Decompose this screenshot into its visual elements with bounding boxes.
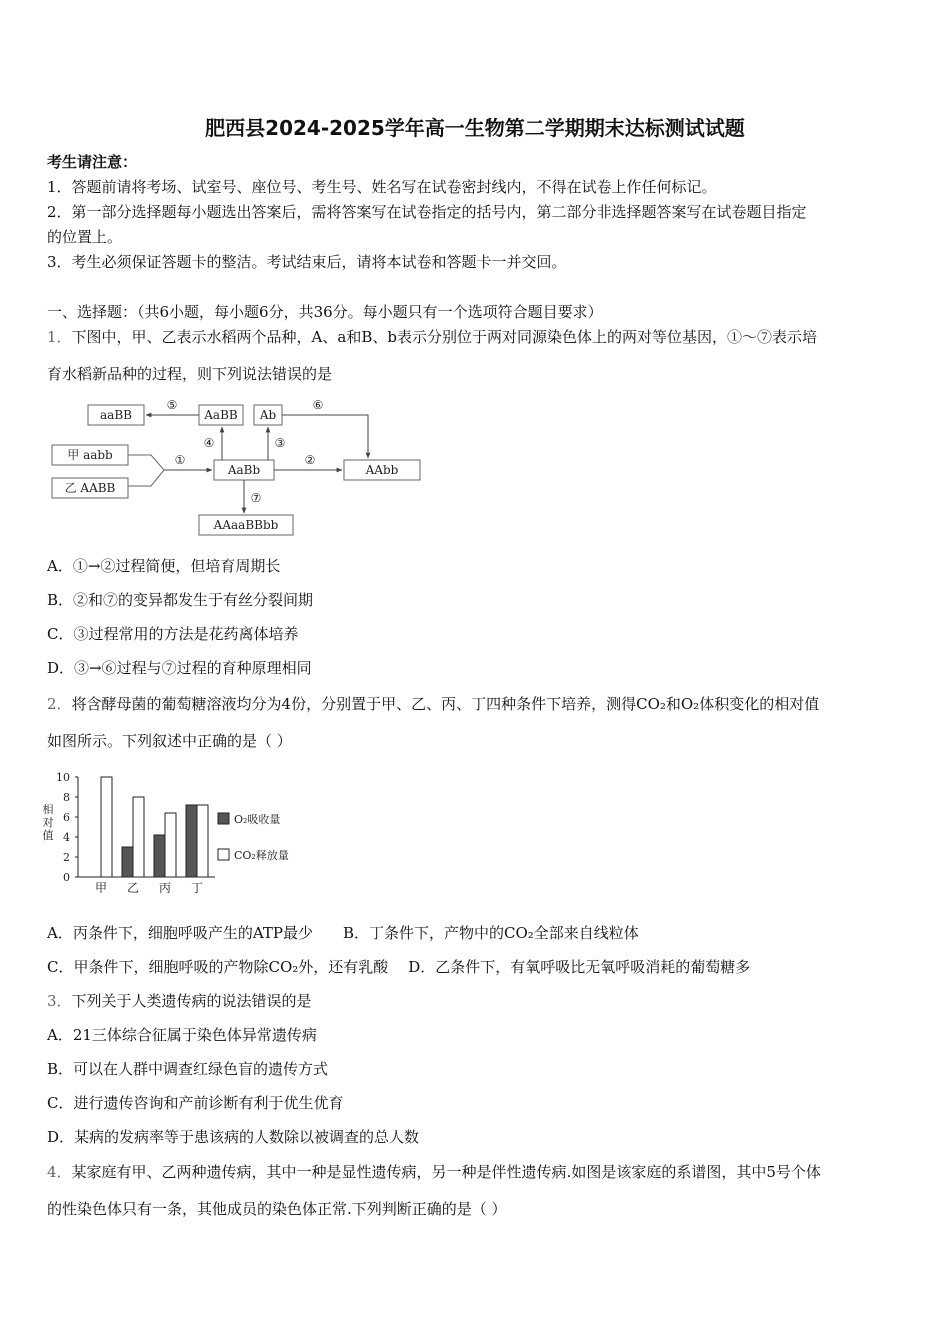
question-number: 1． xyxy=(47,328,72,346)
breeding-diagram xyxy=(46,395,426,540)
question-number: 3． xyxy=(47,992,72,1010)
bar xyxy=(186,805,197,877)
bar xyxy=(101,777,112,877)
question-2-line: 如图所示。下列叙述中正确的是（ ） xyxy=(47,732,292,750)
step-7: ⑦ xyxy=(250,491,262,505)
y-tick-label: 6 xyxy=(63,811,70,824)
question-text: 下图中，甲、乙表示水稻两个品种，A、a和B、b表示分别位于两对同源染色体上的两对等位基因，①～⑦表示培 xyxy=(71,328,817,346)
question-4-line: 的性染色体只有一条，其他成员的染色体正常.下列判断正确的是（ ） xyxy=(47,1200,507,1218)
notice-heading: 考生请注意： xyxy=(47,153,138,171)
legend-swatch xyxy=(218,813,229,824)
question-text: 某家庭有甲、乙两种遗传病，其中一种是显性遗传病，另一种是伴性遗传病.如图是该家庭的系谱图，其中5号个体 xyxy=(71,1163,821,1181)
x-tick-label: 甲 xyxy=(94,881,108,895)
label-Ab: Ab xyxy=(259,408,277,422)
option-a: A．①→②过程简便，但培育周期长 xyxy=(47,557,281,575)
option-c: C．甲条件下，细胞呼吸的产物除CO₂外，还有乳酸 xyxy=(47,958,389,976)
legend-label: CO₂释放量 xyxy=(234,849,289,862)
step-3: ③ xyxy=(274,436,286,450)
option-b: B．丁条件下，产物中的CO₂全部来自线粒体 xyxy=(342,924,639,942)
option-b: B．可以在人群中调查红绿色盲的遗传方式 xyxy=(47,1060,329,1078)
legend-label: O₂吸收量 xyxy=(234,813,281,826)
y-tick-label: 4 xyxy=(63,831,70,844)
question-text: 下列关于人类遗传病的说法错误的是 xyxy=(71,992,312,1010)
question-1-line: 育水稻新品种的过程，则下列说法错误的是 xyxy=(47,365,333,383)
q2-options-row-2 xyxy=(47,957,750,977)
y-tick-label: 0 xyxy=(63,871,70,884)
page-title: 肥西县2024-2025学年高一生物第二学期期末达标测试试题 xyxy=(205,116,745,140)
label-AaBb: AaBb xyxy=(227,463,261,477)
question-text: 将含酵母菌的葡萄糖溶液均分为4份，分别置于甲、乙、丙、丁四种条件下培养，测得CO₂和O₂体积变化的相对值 xyxy=(71,695,820,713)
section-heading: 一、选择题：（共6小题，每小题6分，共36分。每小题只有一个选项符合题目要求） xyxy=(47,303,603,321)
y-axis-label: 值 xyxy=(42,829,54,842)
step-5: ⑤ xyxy=(166,398,178,412)
bar xyxy=(122,847,133,877)
q2-options-row-1 xyxy=(47,923,639,943)
step-1: ① xyxy=(174,453,186,467)
bar xyxy=(165,813,176,877)
question-2-line xyxy=(47,694,819,714)
y-tick-label: 2 xyxy=(63,851,70,864)
label-jia: 甲 aabb xyxy=(67,448,113,462)
option-a: A．丙条件下，细胞呼吸产生的ATP最少 xyxy=(47,924,313,942)
notice-item: 2．第一部分选择题每小题选出答案后，需将答案写在试卷指定的括号内，第二部分非选择题答案写在试卷题目指定 xyxy=(47,203,807,221)
step-6: ⑥ xyxy=(312,398,324,412)
notice-item: 的位置上。 xyxy=(47,228,123,246)
notice-item: 1．答题前请将考场、试室号、座位号、考生号、姓名写在试卷密封线内，不得在试卷上作任何标记。 xyxy=(47,178,717,196)
option-c: C．进行遗传咨询和产前诊断有利于优生优育 xyxy=(47,1094,344,1112)
option-b: B．②和⑦的变异都发生于有丝分裂间期 xyxy=(47,591,314,609)
bar xyxy=(133,797,144,877)
option-d: D．乙条件下，有氧呼吸比无氧呼吸消耗的葡萄糖多 xyxy=(408,958,751,976)
x-tick-label: 丙 xyxy=(158,881,172,895)
x-tick-label: 乙 xyxy=(126,881,140,895)
x-tick-label: 丁 xyxy=(190,881,204,895)
y-tick-label: 10 xyxy=(56,771,70,784)
option-d: D．某病的发病率等于患该病的人数除以被调查的总人数 xyxy=(47,1128,420,1146)
question-1-line xyxy=(47,327,817,347)
y-axis-label: 相 xyxy=(42,803,54,816)
legend-swatch xyxy=(218,849,229,860)
respiration-bar-chart xyxy=(40,765,310,900)
label-aaBB: aaBB xyxy=(100,408,132,422)
label-AAbb: AAbb xyxy=(365,463,399,477)
label-AAaaBBbb: AAaaBBbb xyxy=(213,518,279,532)
step-4: ④ xyxy=(203,436,215,450)
option-a: A．21三体综合征属于染色体异常遗传病 xyxy=(47,1026,317,1044)
bar xyxy=(154,835,165,877)
option-d: D．③→⑥过程与⑦过程的育种原理相同 xyxy=(47,659,312,677)
y-axis-label: 对 xyxy=(42,816,54,829)
question-3-line xyxy=(47,991,312,1011)
option-c: C．③过程常用的方法是花药离体培养 xyxy=(47,625,299,643)
label-AaBB: AaBB xyxy=(204,408,238,422)
y-tick-label: 8 xyxy=(63,791,70,804)
notice-item: 3．考生必须保证答题卡的整洁。考试结束后，请将本试卷和答题卡一并交回。 xyxy=(47,253,567,271)
question-number: 2． xyxy=(47,695,72,713)
question-number: 4． xyxy=(47,1163,72,1181)
bar xyxy=(197,805,208,877)
label-yi: 乙 AABB xyxy=(64,481,116,495)
question-4-line xyxy=(47,1162,821,1182)
step-2: ② xyxy=(304,453,316,467)
